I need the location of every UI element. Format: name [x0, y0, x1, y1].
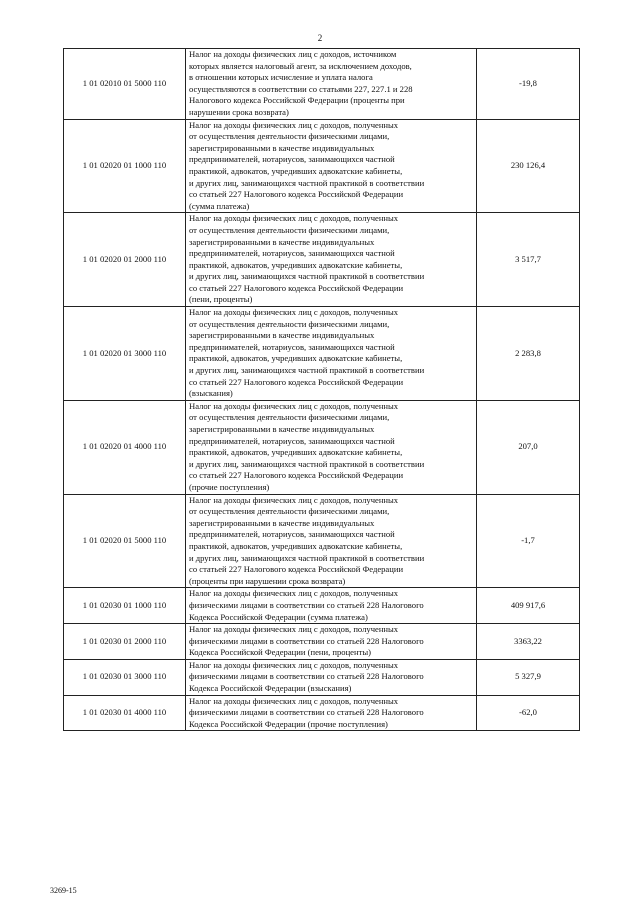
amount-cell: 230 126,4 — [477, 119, 580, 213]
budget-code-cell: 1 01 02030 01 3000 110 — [64, 659, 186, 695]
description-line: зарегистрированными в качестве индивидуальных — [189, 142, 375, 153]
description-line: от осуществления деятельности физическими лицами, — [189, 224, 390, 235]
description-line: от осуществления деятельности физическими лицами, — [189, 506, 390, 517]
budget-code-cell: 1 01 02030 01 1000 110 — [64, 588, 186, 624]
description-line: (взыскания) — [189, 388, 233, 399]
description-line: Налог на доходы физических лиц с доходов, полученных — [189, 494, 399, 505]
description-line: со статьей 227 Налогового кодекса Российской Федерации — [189, 564, 404, 575]
revenue-table — [63, 48, 580, 731]
description-line: физическими лицами в соответствии со статьей 228 Налогового — [189, 671, 424, 682]
description-line: Кодекса Российской Федерации (сумма платежа) — [189, 611, 368, 622]
description-line: от осуществления деятельности физическими лицами, — [189, 131, 390, 142]
amount-cell: 409 917,6 — [477, 588, 580, 624]
budget-code-cell: 1 01 02030 01 4000 110 — [64, 695, 186, 731]
description-line: (проценты при нарушении срока возврата) — [189, 575, 346, 586]
description-cell — [186, 494, 477, 588]
description-line: зарегистрированными в качестве индивидуальных — [189, 236, 375, 247]
description-line: со статьей 227 Налогового кодекса Российской Федерации — [189, 282, 404, 293]
table-row — [64, 494, 580, 588]
description-line: в отношении которых исчисление и уплата налога — [189, 72, 373, 83]
description-line: Налог на доходы физических лиц с доходов, источником — [189, 49, 397, 59]
table-row — [64, 588, 580, 624]
description-line: от осуществления деятельности физическими лицами, — [189, 318, 390, 329]
description-line: и других лиц, занимающихся частной практикой в соответствии — [189, 552, 425, 563]
description-line: Кодекса Российской Федерации (прочие поступления) — [189, 718, 388, 729]
description-line: со статьей 227 Налогового кодекса Российской Федерации — [189, 470, 404, 481]
amount-cell: 5 327,9 — [477, 659, 580, 695]
budget-code-cell: 1 01 02020 01 2000 110 — [64, 213, 186, 307]
description-cell — [186, 119, 477, 213]
table-row — [64, 624, 580, 660]
description-line: физическими лицами в соответствии со статьей 228 Налогового — [189, 635, 424, 646]
description-line: которых является налоговый агент, за исключением доходов, — [189, 60, 412, 71]
description-line: зарегистрированными в качестве индивидуальных — [189, 424, 375, 434]
table-row — [64, 695, 580, 731]
description-line: от осуществления деятельности физическими лицами, — [189, 412, 390, 423]
description-line: практикой, адвокатов, учредивших адвокатские кабинеты, — [189, 540, 403, 551]
description-line: Кодекса Российской Федерации (пени, проценты) — [189, 647, 371, 658]
description-line: осуществляются в соответствии со статьями 227, 227.1 и 228 — [189, 83, 413, 94]
description-line: Налог на доходы физических лиц с доходов, полученных — [189, 307, 399, 318]
document-footer-code: 3269-15 — [50, 886, 77, 895]
description-cell — [186, 659, 477, 695]
description-line: Налог на доходы физических лиц с доходов, полученных — [189, 624, 399, 635]
description-line: и других лиц, занимающихся частной практикой в соответствии — [189, 271, 425, 282]
table-row — [64, 213, 580, 307]
table-row — [64, 400, 580, 494]
description-line: и других лиц, занимающихся частной практикой в соответствии — [189, 365, 425, 376]
description-line: нарушении срока возврата) — [189, 106, 289, 117]
description-cell — [186, 400, 477, 494]
budget-code-cell: 1 01 02020 01 4000 110 — [64, 400, 186, 494]
description-cell — [186, 588, 477, 624]
description-line: предпринимателей, нотариусов, занимающихся частной — [189, 248, 395, 259]
description-line: Налог на доходы физических лиц с доходов, полученных — [189, 588, 399, 599]
description-line: зарегистрированными в качестве индивидуальных — [189, 330, 375, 341]
budget-code-cell: 1 01 02030 01 2000 110 — [64, 624, 186, 660]
description-line: Кодекса Российской Федерации (взыскания) — [189, 683, 352, 694]
description-line: предпринимателей, нотариусов, занимающихся частной — [189, 154, 395, 165]
description-cell — [186, 624, 477, 660]
amount-cell: 207,0 — [477, 400, 580, 494]
description-line: практикой, адвокатов, учредивших адвокатские кабинеты, — [189, 165, 403, 176]
description-line: Налог на доходы физических лиц с доходов, полученных — [189, 659, 399, 670]
table-row — [64, 49, 580, 120]
budget-code-cell: 1 01 02010 01 5000 110 — [64, 49, 186, 120]
amount-cell: 2 283,8 — [477, 307, 580, 401]
budget-code-cell: 1 01 02020 01 5000 110 — [64, 494, 186, 588]
description-line: зарегистрированными в качестве индивидуальных — [189, 517, 375, 528]
budget-code-cell: 1 01 02020 01 1000 110 — [64, 119, 186, 213]
description-line: практикой, адвокатов, учредивших адвокатские кабинеты, — [189, 353, 403, 364]
description-line: со статьей 227 Налогового кодекса Российской Федерации — [189, 376, 404, 387]
description-line: предпринимателей, нотариусов, занимающихся частной — [189, 435, 395, 446]
amount-cell: 3 517,7 — [477, 213, 580, 307]
description-cell — [186, 695, 477, 731]
description-line: Налог на доходы физических лиц с доходов, полученных — [189, 213, 399, 224]
description-cell — [186, 213, 477, 307]
amount-cell: -19,8 — [477, 49, 580, 120]
description-line: со статьей 227 Налогового кодекса Российской Федерации — [189, 189, 404, 200]
description-line: (прочие поступления) — [189, 481, 270, 492]
description-line: предпринимателей, нотариусов, занимающихся частной — [189, 529, 395, 540]
amount-cell: 3363,22 — [477, 624, 580, 660]
description-line: Налог на доходы физических лиц с доходов, полученных — [189, 119, 399, 130]
description-line: физическими лицами в соответствии со статьей 228 Налогового — [189, 707, 424, 718]
description-line: Налог на доходы физических лиц с доходов, полученных — [189, 695, 399, 706]
description-line: и других лиц, занимающихся частной практикой в соответствии — [189, 177, 425, 188]
description-line: физическими лицами в соответствии со статьей 228 Налогового — [189, 599, 424, 610]
table-row — [64, 119, 580, 213]
description-line: практикой, адвокатов, учредивших адвокатские кабинеты, — [189, 259, 403, 270]
description-cell — [186, 49, 477, 120]
description-line: (сумма платежа) — [189, 200, 250, 211]
amount-cell: -1,7 — [477, 494, 580, 588]
amount-cell: -62,0 — [477, 695, 580, 731]
description-line: Налог на доходы физических лиц с доходов, полученных — [189, 400, 399, 411]
description-line: Налогового кодекса Российской Федерации (проценты при — [189, 95, 405, 106]
budget-code-cell: 1 01 02020 01 3000 110 — [64, 307, 186, 401]
description-line: практикой, адвокатов, учредивших адвокатские кабинеты, — [189, 447, 403, 458]
page-number: 2 — [317, 33, 323, 43]
description-cell — [186, 307, 477, 401]
table-row — [64, 307, 580, 401]
description-line: предпринимателей, нотариусов, занимающихся частной — [189, 341, 395, 352]
description-line: и других лиц, занимающихся частной практикой в соответствии — [189, 458, 425, 469]
table-row — [64, 659, 580, 695]
description-line: (пени, проценты) — [189, 294, 253, 305]
table-body — [64, 49, 580, 731]
